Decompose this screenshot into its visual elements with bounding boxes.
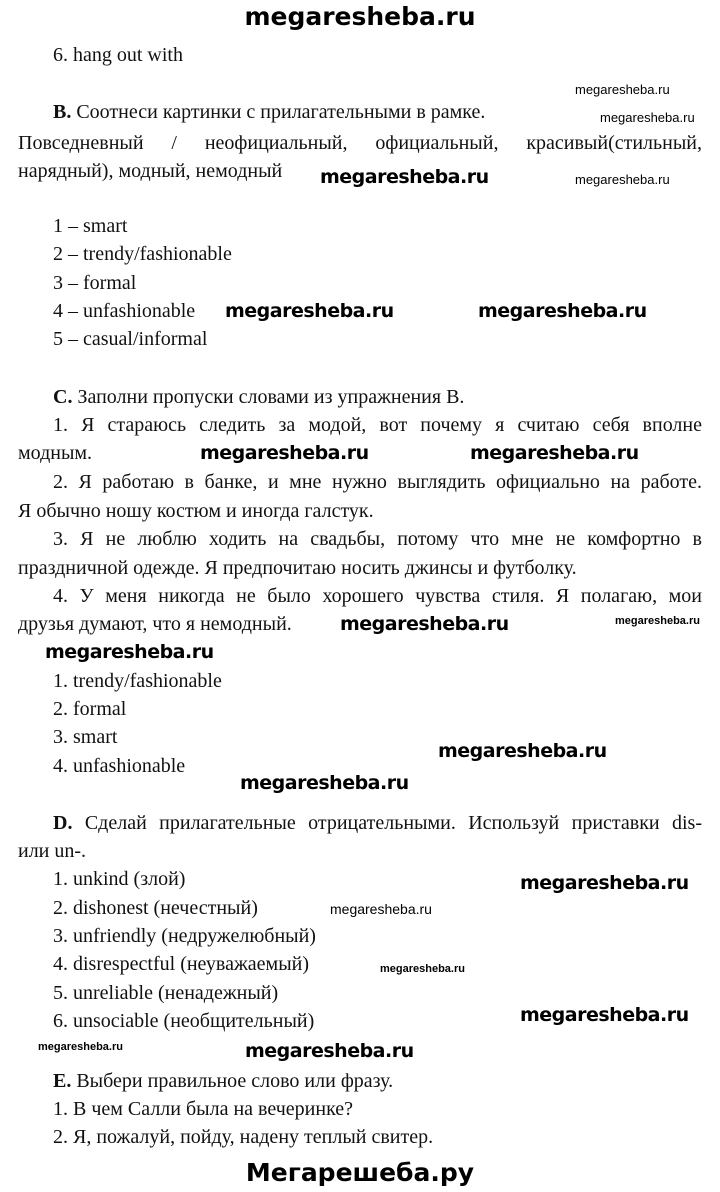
answer-item: 5. unreliable (ненадежный) bbox=[53, 982, 279, 1004]
watermark: megaresheba.ru bbox=[45, 641, 214, 663]
section-title: Сделай прилагательные отрицательными. Используй приставки dis- bbox=[84, 812, 703, 834]
section-title-cont: или un-. bbox=[18, 840, 87, 862]
text-line: 2. Я работаю в банке, и мне нужно выглядить официально на работе. bbox=[53, 471, 702, 493]
watermark: megaresheba.ru bbox=[600, 110, 695, 125]
section-letter: B. bbox=[53, 101, 72, 123]
answer-item: 1. trendy/fashionable bbox=[53, 670, 222, 692]
text-line: праздничной одежде. Я предпочитаю носить джинсы и футболку. bbox=[18, 557, 577, 579]
list-item: 6. hang out with bbox=[53, 44, 183, 66]
watermark: megaresheba.ru bbox=[330, 901, 432, 917]
watermark: megaresheba.ru bbox=[478, 300, 647, 322]
section-b-title bbox=[53, 99, 485, 125]
answer-item: 2. Я, пожалуй, пойду, надену теплый свитер. bbox=[53, 1126, 434, 1148]
answer-item: 2 – trendy/fashionable bbox=[53, 243, 232, 265]
text-line: 3. Я не люблю ходить на свадьбы, потому что мне не комфортно в bbox=[53, 528, 702, 550]
watermark: megaresheba.ru bbox=[470, 442, 639, 464]
watermark: megaresheba.ru bbox=[38, 1041, 123, 1053]
answer-item: 3. unfriendly (недружелюбный) bbox=[53, 925, 316, 947]
site-footer: Мегарешеба.ру bbox=[245, 1158, 475, 1187]
section-letter: D. bbox=[53, 812, 73, 834]
section-title: Заполни пропуски словами из упражнения B. bbox=[77, 386, 465, 408]
watermark: megaresheba.ru bbox=[380, 963, 465, 975]
word-box-line: нарядный), модный, немодный bbox=[18, 160, 283, 182]
answer-item: 4. disrespectful (неуважаемый) bbox=[53, 953, 310, 975]
answer-item: 5 – casual/informal bbox=[53, 328, 208, 350]
section-d-title bbox=[53, 810, 702, 836]
answer-item: 6. unsociable (необщительный) bbox=[53, 1010, 315, 1032]
answer-item: 1. В чем Салли была на вечеринке? bbox=[53, 1098, 354, 1120]
section-title: Выбери правильное слово или фразу. bbox=[76, 1070, 394, 1092]
answer-item: 1. unkind (злой) bbox=[53, 868, 186, 890]
answer-item: 1 – smart bbox=[53, 215, 128, 237]
watermark: megaresheba.ru bbox=[575, 82, 670, 97]
word-box-line: Повседневный / неофициальный, официальный, красивый(стильный, bbox=[18, 132, 702, 154]
watermark: megaresheba.ru bbox=[240, 772, 409, 794]
section-letter: C. bbox=[53, 386, 73, 408]
text-line: модным. bbox=[18, 442, 93, 464]
answer-item: 4 – unfashionable bbox=[53, 300, 196, 322]
section-letter: E. bbox=[53, 1070, 72, 1092]
answer-item: 4. unfashionable bbox=[53, 755, 186, 777]
watermark: megaresheba.ru bbox=[438, 740, 607, 762]
watermark: megaresheba.ru bbox=[615, 615, 700, 627]
watermark: megaresheba.ru bbox=[575, 172, 670, 187]
watermark: megaresheba.ru bbox=[340, 613, 509, 635]
section-c-title bbox=[53, 384, 464, 410]
watermark: megaresheba.ru bbox=[320, 166, 489, 188]
answer-item: 3. smart bbox=[53, 726, 118, 748]
watermark: megaresheba.ru bbox=[520, 872, 689, 894]
answer-item: 3 – formal bbox=[53, 272, 137, 294]
watermark: megaresheba.ru bbox=[200, 442, 369, 464]
answer-item: 2. dishonest (нечестный) bbox=[53, 897, 258, 919]
text-line: Я обычно ношу костюм и иногда галстук. bbox=[18, 500, 374, 522]
section-title: Соотнеси картинки с прилагательными в рамке. bbox=[76, 101, 486, 123]
watermark: megaresheba.ru bbox=[520, 1004, 689, 1026]
site-header: megaresheba.ru bbox=[244, 2, 476, 31]
watermark: megaresheba.ru bbox=[245, 1040, 414, 1062]
text-line: 4. У меня никогда не было хорошего чувства стиля. Я полагаю, мои bbox=[53, 585, 702, 607]
text-line: 1. Я стараюсь следить за модой, вот почему я считаю себя вполне bbox=[53, 414, 702, 436]
section-e-title bbox=[53, 1068, 393, 1094]
text-line: друзья думают, что я немодный. bbox=[18, 613, 292, 635]
answer-item: 2. formal bbox=[53, 698, 127, 720]
watermark: megaresheba.ru bbox=[225, 300, 394, 322]
